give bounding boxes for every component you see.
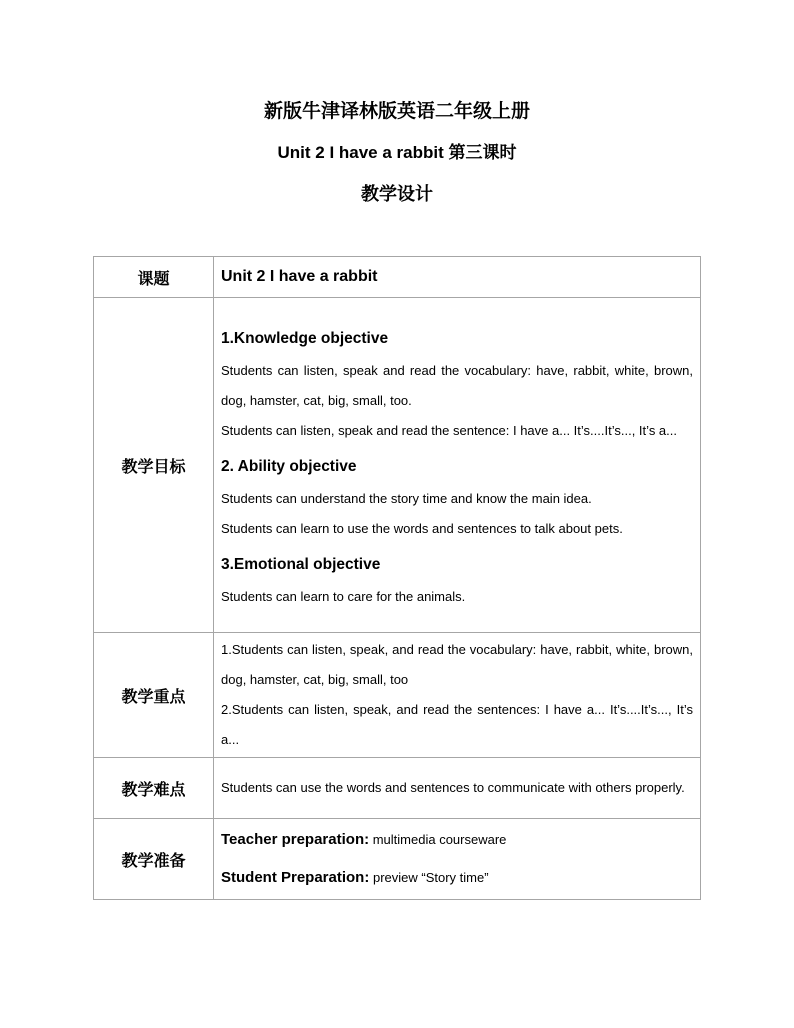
emotional-objective-heading: 3.Emotional objective: [221, 555, 381, 573]
table-row-topic: [94, 257, 701, 298]
table-row-difficulties: [94, 758, 701, 819]
objectives-cell: [214, 298, 701, 633]
difficulties-cell: [214, 758, 701, 819]
emotional-objective-line: Students can learn to care for the animals.: [221, 588, 466, 604]
student-preparation-value: preview “Story time”: [369, 870, 489, 885]
table-row-objectives: [94, 298, 701, 633]
topic-cell: [214, 257, 701, 298]
teacher-preparation-value: multimedia courseware: [369, 832, 507, 847]
ability-objective-line: Students can understand the story time and know the main idea.: [221, 490, 592, 506]
key-point-line: 1.Students can listen, speak, and read the vocabulary: have, rabbit, white, brown, dog, hamster, cat, big, small, too: [221, 642, 693, 687]
topic-value: Unit 2 I have a rabbit: [221, 268, 378, 285]
lesson-plan-table: [93, 256, 701, 900]
difficulties-label: 教学难点: [94, 758, 214, 819]
knowledge-objective-line: Students can listen, speak and read the vocabulary: have, rabbit, white, brown, dog, hamster, cat, big, small, too.: [221, 362, 693, 408]
student-preparation: [221, 859, 693, 897]
table-row-key-points: [94, 633, 701, 758]
knowledge-objective-line: Students can listen, speak and read the sentence: I have a... It’s....It’s..., It’s a...: [221, 422, 677, 438]
teacher-preparation: [221, 821, 693, 859]
key-point-line: 2.Students can listen, speak, and read the sentences: I have a... It’s....It’s..., It’s a...: [221, 702, 693, 747]
document-title: 新版牛津译林版英语二年级上册: [263, 101, 530, 122]
document-type: 教学设计: [361, 184, 433, 204]
document-title-block: [0, 98, 794, 208]
topic-label: 课题: [94, 257, 214, 298]
preparation-label: 教学准备: [94, 819, 214, 900]
preparation-cell: [214, 819, 701, 900]
key-points-label: 教学重点: [94, 633, 214, 758]
student-preparation-label: Student Preparation:: [221, 869, 370, 886]
document-subtitle: Unit 2 I have a rabbit 第三课时: [277, 143, 517, 162]
teacher-preparation-label: Teacher preparation:: [221, 831, 370, 848]
key-points-cell: [214, 633, 701, 758]
difficulties-text: Students can use the words and sentences to communicate with others properly.: [221, 780, 685, 795]
knowledge-objective-heading: 1.Knowledge objective: [221, 329, 389, 347]
table-row-preparation: [94, 819, 701, 900]
objectives-label: 教学目标: [94, 298, 214, 633]
ability-objective-heading: 2. Ability objective: [221, 457, 357, 475]
ability-objective-line: Students can learn to use the words and sentences to talk about pets.: [221, 520, 623, 536]
